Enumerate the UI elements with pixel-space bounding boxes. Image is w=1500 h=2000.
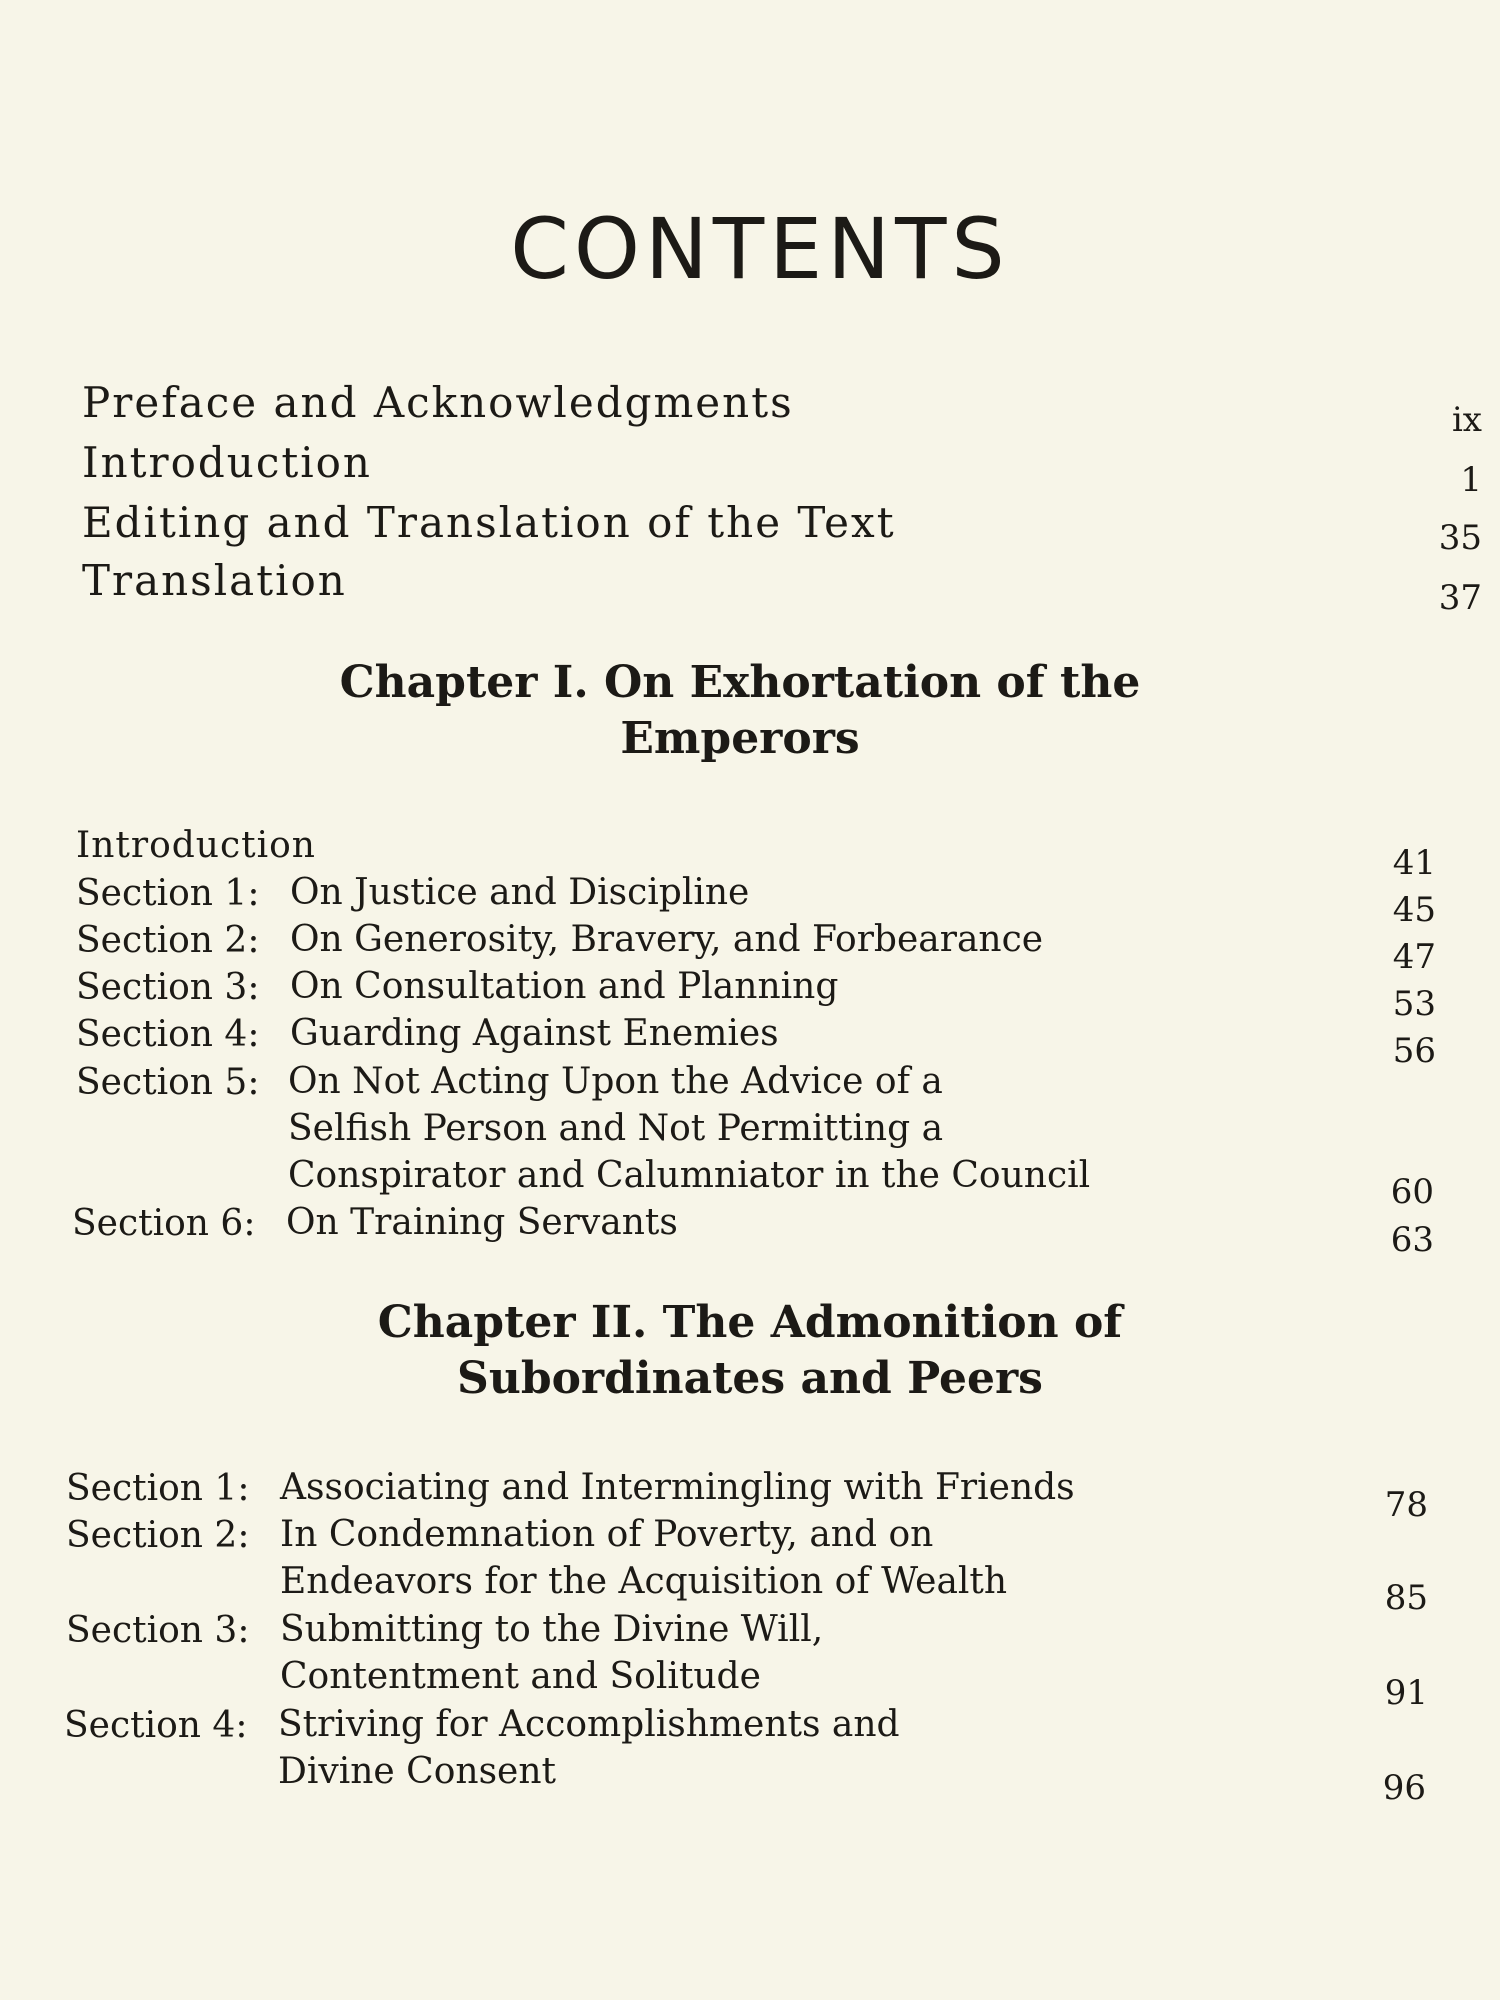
- toc-page-preface: ix: [1451, 400, 1482, 440]
- page-title: CONTENTS: [510, 200, 1010, 298]
- ch1-section-2-title: On Generosity, Bravery, and Forbearance: [290, 919, 1044, 960]
- ch2-section-3-title: [280, 1606, 823, 1700]
- chapter-1-intro-label: Introduction: [76, 825, 316, 866]
- ch2-section-3-title-line: Contentment and Solitude: [280, 1656, 761, 1697]
- ch2-section-3-label: Section 3:: [66, 1610, 250, 1651]
- ch1-section-1-title: On Justice and Discipline: [290, 872, 750, 913]
- toc-page-editing: 35: [1438, 518, 1482, 558]
- ch2-section-4-title-line: Striving for Accomplishments and: [278, 1704, 900, 1745]
- ch2-section-1-label: Section 1:: [66, 1468, 250, 1509]
- ch2-section-4-page: 96: [1382, 1768, 1426, 1808]
- ch2-section-1-page: 78: [1384, 1485, 1428, 1525]
- ch1-section-6-label: Section 6:: [72, 1203, 256, 1244]
- chapter-1-intro-page: 41: [1392, 843, 1436, 883]
- toc-entry-preface: Preface and Acknowledgments: [82, 378, 794, 427]
- chapter-2-heading-line1: Chapter II. The Admonition of: [377, 1297, 1123, 1348]
- ch1-section-3-page: 53: [1392, 984, 1436, 1024]
- ch1-section-3-label: Section 3:: [76, 967, 260, 1008]
- chapter-2-heading-line2: Subordinates and Peers: [457, 1353, 1043, 1404]
- ch1-section-5-title-line: Selfish Person and Not Permitting a: [288, 1108, 944, 1149]
- ch1-section-2-label: Section 2:: [76, 920, 260, 961]
- toc-page-introduction: 1: [1460, 460, 1482, 500]
- ch2-section-2-title: [280, 1511, 1007, 1605]
- ch1-section-5-title: [288, 1058, 1090, 1199]
- ch1-section-4-page: 56: [1392, 1031, 1436, 1071]
- ch1-section-1-page: 45: [1392, 890, 1436, 930]
- chapter-2-heading: [310, 1295, 1190, 1407]
- ch2-section-2-title-line: Endeavors for the Acquisition of Wealth: [280, 1561, 1008, 1602]
- ch1-section-3-title: On Consultation and Planning: [290, 966, 839, 1007]
- ch2-section-2-label: Section 2:: [66, 1515, 250, 1556]
- ch1-section-5-title-line: On Not Acting Upon the Advice of a: [288, 1061, 943, 1102]
- ch1-section-5-title-line: Conspirator and Calumniator in the Council: [288, 1155, 1091, 1196]
- ch1-section-4-title: Guarding Against Enemies: [290, 1013, 779, 1054]
- ch2-section-3-title-line: Submitting to the Divine Will,: [280, 1609, 824, 1650]
- chapter-1-heading-line1: Chapter I. On Exhortation of the: [339, 657, 1141, 708]
- toc-entry-translation: Translation: [82, 556, 347, 605]
- ch2-section-1-title: Associating and Intermingling with Friends: [280, 1467, 1075, 1508]
- ch2-section-4-title: [278, 1701, 900, 1795]
- ch1-section-5-page: 60: [1390, 1172, 1434, 1212]
- chapter-1-heading-line2: Emperors: [620, 713, 860, 764]
- ch2-section-2-title-line: In Condemnation of Poverty, and on: [280, 1514, 934, 1555]
- ch2-section-2-page: 85: [1384, 1578, 1428, 1618]
- ch1-section-1-label: Section 1:: [76, 873, 260, 914]
- toc-entry-introduction: Introduction: [82, 438, 372, 487]
- toc-entry-editing: Editing and Translation of the Text: [82, 498, 896, 547]
- ch1-section-6-page: 63: [1390, 1220, 1434, 1260]
- ch1-section-5-label: Section 5:: [76, 1062, 260, 1103]
- ch1-section-2-page: 47: [1392, 937, 1436, 977]
- ch1-section-4-label: Section 4:: [76, 1014, 260, 1055]
- chapter-1-heading: [300, 655, 1180, 767]
- ch2-section-4-label: Section 4:: [64, 1705, 248, 1746]
- ch2-section-4-title-line: Divine Consent: [278, 1751, 556, 1792]
- toc-page-translation: 37: [1438, 578, 1482, 618]
- ch2-section-3-page: 91: [1384, 1673, 1428, 1713]
- ch1-section-6-title: On Training Servants: [286, 1202, 678, 1243]
